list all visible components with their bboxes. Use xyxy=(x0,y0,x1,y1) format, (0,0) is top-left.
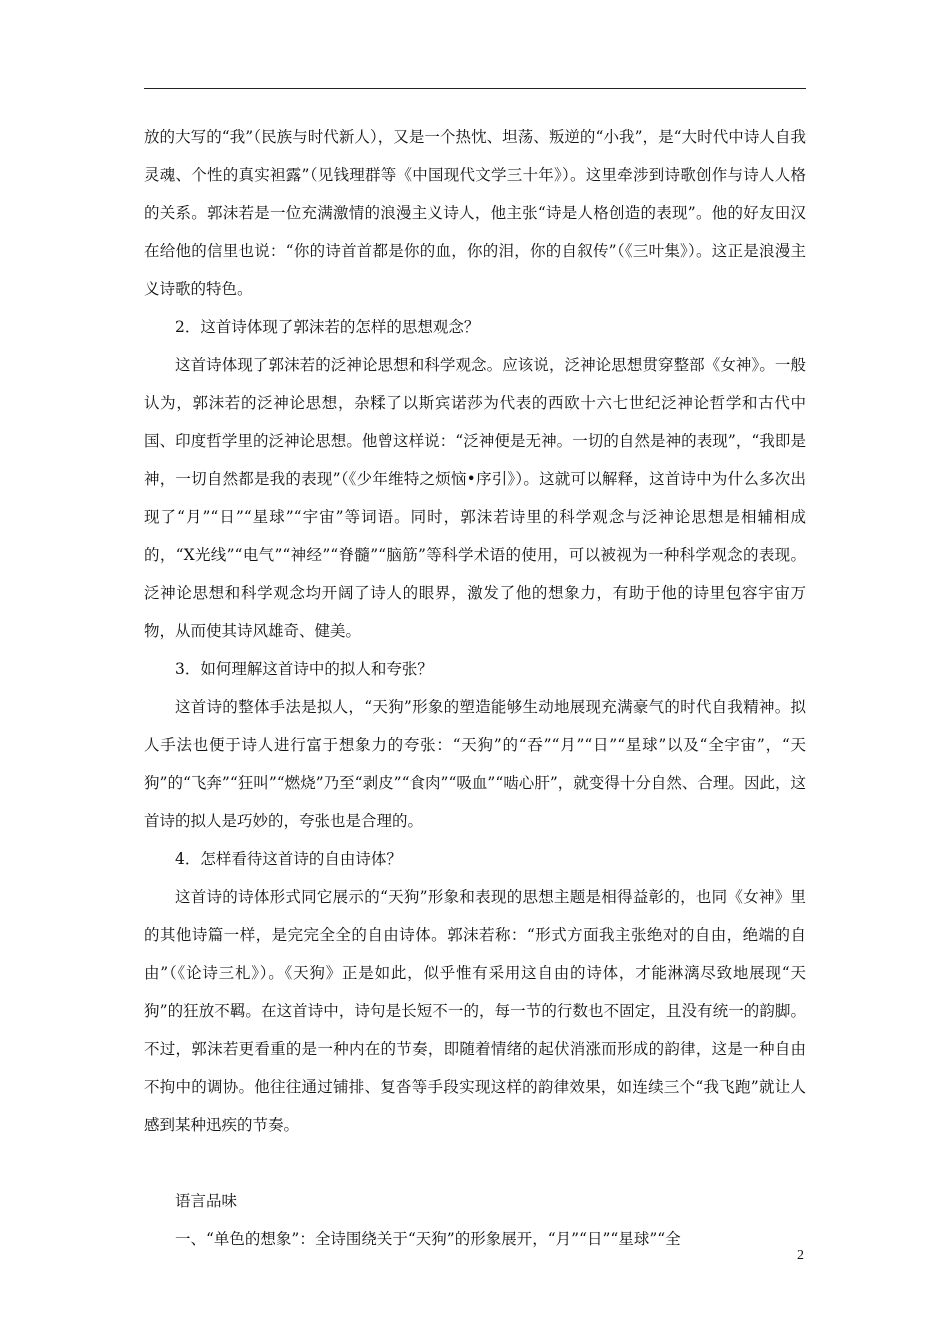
section-spacer xyxy=(144,1144,806,1182)
header-rule xyxy=(144,88,806,89)
page-number: 2 xyxy=(797,1248,804,1263)
paragraph-answer-4: 这首诗的诗体形式同它展示的“天狗”形象和表现的思想主题是相得益彰的，也同《女神》里的其他诗篇一样，是完完全全的自由诗体。郭沫若称：“形式方面我主张绝对的自由，绝端的自由”（《论诗三札》）。《天狗》正是如此，似乎惟有采用这自由的诗体，才能淋漓尽致地展现“天狗”的狂放不羁。在这首诗中，诗句是长短不一的，每一节的行数也不固定，且没有统一的韵脚。不过，郭沫若更看重的是一种内在的节奏，即随着情绪的起伏消涨而形成的韵律，这是一种自由不拘中的调协。他往往通过铺排、复沓等手段实现这样的韵律效果，如连续三个“我飞跑”就让人感到某种迅疾的节奏。 xyxy=(144,888,806,1134)
paragraph-language-1: 一、“单色的想象”：全诗围绕关于“天狗”的形象展开，“月”“日”“星球”“全 xyxy=(175,1230,681,1248)
section-heading: 语言品味 xyxy=(175,1192,238,1210)
question-heading-2: 2．这首诗体现了郭沫若的怎样的思想观念？ xyxy=(175,318,480,336)
paragraph-answer-2: 这首诗体现了郭沫若的泛神论思想和科学观念。应该说，泛神论思想贯穿整部《女神》。一般认为，郭沫若的泛神论思想，杂糅了以斯宾诺莎为代表的西欧十六七世纪泛神论哲学和古代中国、印度哲学里的泛神论思想。他曾这样说：“泛神便是无神。一切的自然是神的表现”，“我即是神，一切自然都是我的表现”（《少年维特之烦恼•序引》）。这就可以解释，这首诗中为什么多次出现了“月”“日”“星球”“宇宙”等词语。同时，郭沫若诗里的科学观念与泛神论思想是相辅相成的，“X光线”“电气”“神经”“脊髓”“脑筋”等科学术语的使用，可以被视为一种科学观念的表现。泛神论思想和科学观念均开阔了诗人的眼界，激发了他的想象力，有助于他的诗里包容宇宙万物，从而使其诗风雄奇、健美。 xyxy=(144,356,806,640)
paragraph-answer-3: 这首诗的整体手法是拟人，“天狗”形象的塑造能够生动地展现充满豪气的时代自我精神。拟人手法也便于诗人进行富于想象力的夸张：“天狗”的“吞”“月”“日”“星球”以及“全宇宙”，“天狗”的“飞奔”“狂叫”“燃烧”乃至“剥皮”“食肉”“吸血”“啮心肝”，就变得十分自然、合理。因此，这首诗的拟人是巧妙的，夸张也是合理的。 xyxy=(144,698,807,830)
question-heading-3: 3．如何理解这首诗中的拟人和夸张？ xyxy=(175,660,433,678)
question-heading-4: 4．怎样看待这首诗的自由诗体？ xyxy=(175,850,402,868)
paragraph-continuation: 放的大写的“我”（民族与时代新人），又是一个热忱、坦荡、叛逆的“小我”，是“大时代中诗人自我灵魂、个性的真实袒露”（见钱理群等《中国现代文学三十年》）。这里牵涉到诗歌创作与诗人人格的关系。郭沫若是一位充满激情的浪漫主义诗人，他主张“诗是人格创造的表现”。他的好友田汉在给他的信里也说：“你的诗首首都是你的血，你的泪，你的自叙传”（《三叶集》）。这正是浪漫主义诗歌的特色。 xyxy=(144,128,806,298)
page-body xyxy=(144,118,806,1258)
